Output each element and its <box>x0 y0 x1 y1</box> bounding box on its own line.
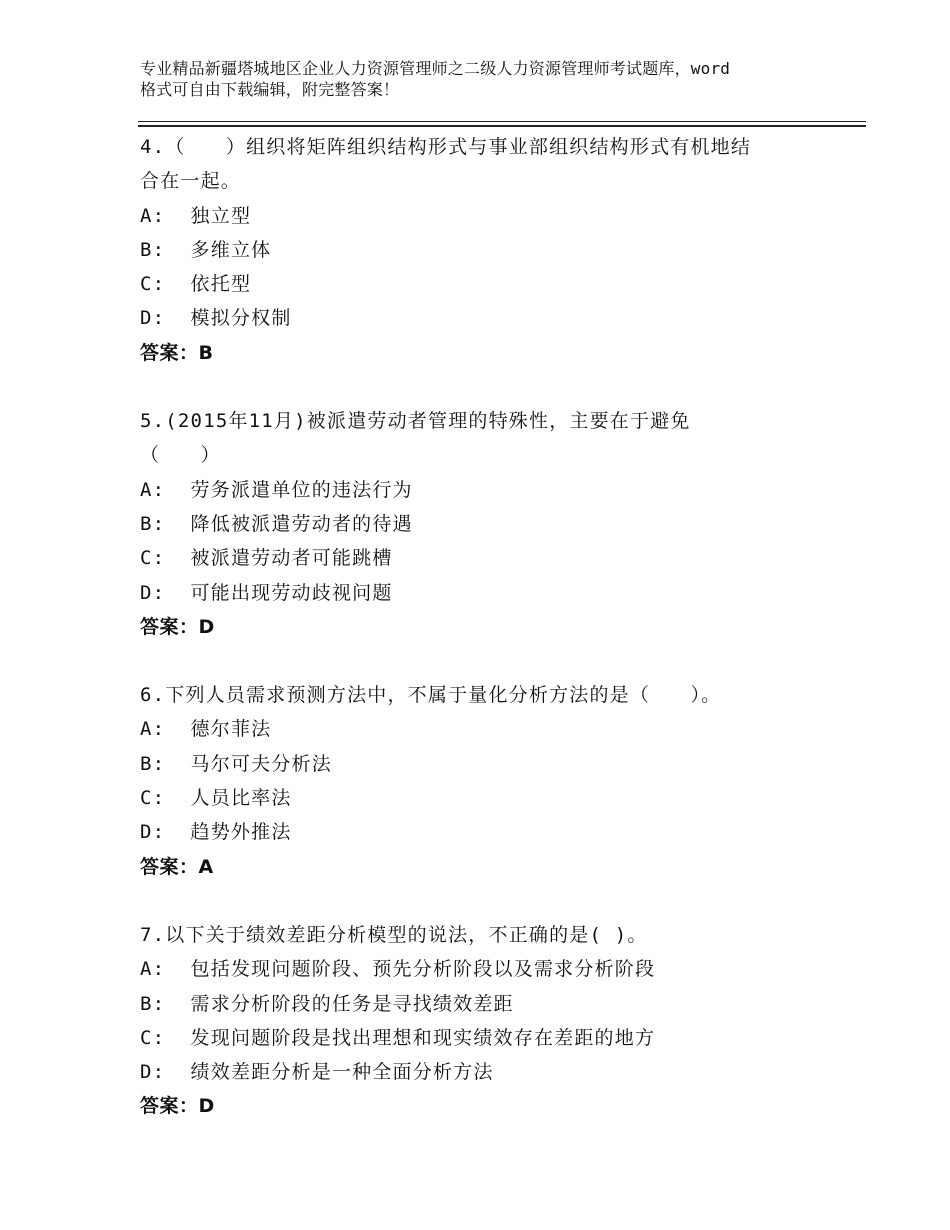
question-stem-line: 7.以下关于绩效差距分析模型的说法，不正确的是( )。 <box>140 923 648 946</box>
option-c: C: 发现问题阶段是找出理想和现实绩效存在差距的地方 <box>140 1026 656 1049</box>
option-b: B: 降低被派遣劳动者的待遇 <box>140 512 413 535</box>
question-stem-line: 合在一起。 <box>140 170 242 193</box>
option-a: A: 包括发现问题阶段、预先分析阶段以及需求分析阶段 <box>140 958 656 981</box>
question-stem-line: 5.(2015年11月)被派遣劳动者管理的特殊性，主要在于避免 <box>140 410 691 433</box>
option-b: B: 马尔可夫分析法 <box>140 752 332 775</box>
question-list <box>140 130 840 1158</box>
option-d: D: 模拟分权制 <box>140 307 292 330</box>
header-divider-thin <box>138 121 866 122</box>
option-d: D: 绩效差距分析是一种全面分析方法 <box>140 1061 494 1084</box>
question-5 <box>140 404 840 644</box>
question-4 <box>140 130 840 370</box>
option-a: A: 劳务派遣单位的违法行为 <box>140 478 413 501</box>
question-7 <box>140 918 840 1124</box>
option-c: C: 人员比率法 <box>140 787 292 810</box>
option-c: C: 被派遣劳动者可能跳槽 <box>140 547 393 570</box>
option-a: A: 德尔菲法 <box>140 718 272 741</box>
option-b: B: 多维立体 <box>140 238 272 261</box>
answer-label: 答案：B <box>140 341 214 364</box>
document-header <box>140 58 840 100</box>
option-d: D: 趋势外推法 <box>140 821 292 844</box>
answer-label: 答案：A <box>140 855 214 878</box>
answer-label: 答案：D <box>140 1095 215 1118</box>
question-stem-line: 4.（ ）组织将矩阵组织结构形式与事业部组织结构形式有机地结 <box>140 136 752 158</box>
option-c: C: 依托型 <box>140 273 252 296</box>
answer-label: 答案：D <box>140 615 215 638</box>
header-line-1: 专业精品新疆塔城地区企业人力资源管理师之二级人力资源管理师考试题库，word <box>140 59 731 78</box>
option-a: A: 独立型 <box>140 204 252 227</box>
option-b: B: 需求分析阶段的任务是寻找绩效差距 <box>140 992 514 1015</box>
question-stem-line: 6.下列人员需求预测方法中，不属于量化分析方法的是（ ）。 <box>140 684 722 707</box>
question-stem-line: （ ） <box>140 444 221 467</box>
header-line-2: 格式可自由下载编辑，附完整答案！ <box>140 80 400 99</box>
header-divider-thick <box>138 125 866 127</box>
question-6 <box>140 678 840 884</box>
option-d: D: 可能出现劳动歧视问题 <box>140 581 393 604</box>
